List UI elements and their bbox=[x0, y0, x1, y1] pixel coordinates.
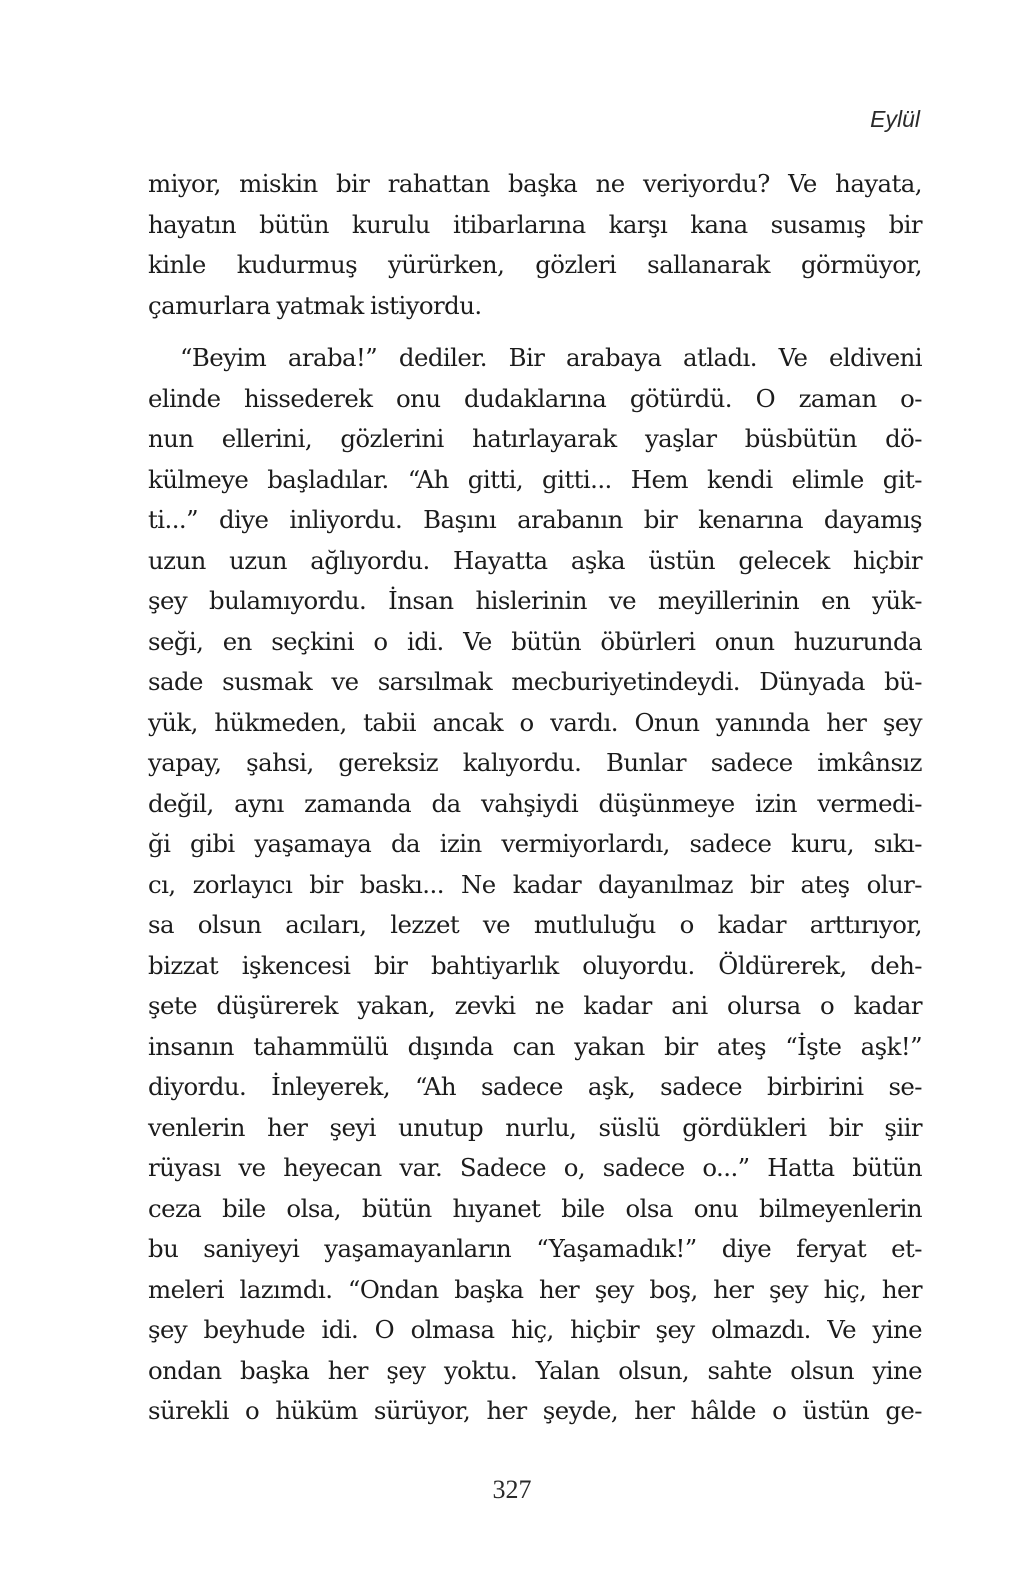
text-line: “Beyim araba!” dediler. Bir arabaya atladı. Ve eldiveni bbox=[180, 343, 922, 372]
text-line: değil, aynı zamanda da vahşiydi düşünmeye izin vermedi- bbox=[148, 788, 922, 818]
text-line: ondan başka her şey yoktu. Yalan olsun, sahte olsun yine bbox=[148, 1355, 922, 1385]
text-line: şete düşürerek yakan, zevki ne kadar ani olursa o kadar bbox=[148, 991, 922, 1020]
text-line: yapay, şahsi, gereksiz kalıyordu. Bunlar sadece imkânsız bbox=[148, 748, 922, 777]
text-line: sürekli o hüküm sürüyor, her şeyde, her hâlde o üstün ge- bbox=[148, 1396, 922, 1425]
paragraph-2 bbox=[148, 338, 922, 1432]
page-body-text bbox=[148, 164, 922, 1432]
text-line: meleri lazımdı. “Ondan başka her şey boş, her şey hiç, her bbox=[148, 1274, 922, 1304]
text-line: rüyası ve heyecan var. Sadece o, sadece o...” Hatta bütün bbox=[148, 1153, 922, 1182]
text-line: elinde hissederek onu dudaklarına götürdü. O zaman o- bbox=[148, 383, 922, 413]
text-line: nun ellerini, gözlerini hatırlayarak yaşlar büsbütün dö- bbox=[148, 424, 922, 453]
text-line: hayatın bütün kurulu itibarlarına karşı kana susamış bir bbox=[148, 209, 922, 239]
text-line: bizzat işkencesi bir bahtiyarlık oluyordu. Öldürerek, deh- bbox=[148, 950, 922, 980]
paragraph-gap bbox=[148, 326, 922, 338]
text-line: sa olsun acıları, lezzet ve mutluluğu o kadar arttırıyor, bbox=[148, 910, 922, 939]
text-line: yük, hükmeden, tabii ancak o vardı. Onun yanında her şey bbox=[148, 707, 922, 737]
text-line: bu saniyeyi yaşamayanların “Yaşamadık!” diye feryat et- bbox=[148, 1234, 922, 1263]
text-line: seği, en seçkini o idi. Ve bütün öbürleri onun huzurunda bbox=[148, 626, 922, 656]
text-line: şey beyhude idi. O olmasa hiç, hiçbir şey olmazdı. Ve yine bbox=[148, 1315, 922, 1344]
text-line: diyordu. İnleyerek, “Ah sadece aşk, sadece birbirini se- bbox=[148, 1072, 922, 1101]
text-line: miyor, miskin bir rahattan başka ne veriyordu? Ve hayata, bbox=[148, 169, 922, 198]
text-line: ği gibi yaşamaya da izin vermiyorlardı, sadece kuru, sıkı- bbox=[148, 829, 922, 858]
text-line: kinle kudurmuş yürürken, gözleri sallanarak görmüyor, bbox=[148, 250, 922, 279]
page-number: 327 bbox=[492, 1475, 532, 1504]
text-line: külmeye başladılar. “Ah gitti, gitti... Hem kendi elimle git- bbox=[148, 464, 922, 494]
text-line: insanın tahammülü dışında can yakan bir ateş “İşte aşk!” bbox=[148, 1031, 922, 1061]
text-line: çamurlara yatmak istiyordu. bbox=[148, 290, 482, 320]
text-line: ti...” diye inliyordu. Başını arabanın bir kenarına dayamış bbox=[148, 505, 922, 534]
paragraph-1 bbox=[148, 164, 922, 326]
text-line: cı, zorlayıcı bir baskı... Ne kadar dayanılmaz bir ateş olur- bbox=[148, 869, 922, 899]
text-line: sade susmak ve sarsılmak mecburiyetindeydi. Dünyada bü- bbox=[148, 667, 922, 696]
text-line: şey bulamıyordu. İnsan hislerinin ve meyillerinin en yük- bbox=[148, 586, 922, 615]
text-line: venlerin her şeyi unutup nurlu, süslü gördükleri bir şiir bbox=[148, 1112, 922, 1142]
text-line: uzun uzun ağlıyordu. Hayatta aşka üstün gelecek hiçbir bbox=[148, 545, 922, 575]
running-head-title: Eylül bbox=[870, 106, 920, 132]
text-line: ceza bile olsa, bütün hıyanet bile olsa onu bilmeyenlerin bbox=[148, 1193, 922, 1223]
